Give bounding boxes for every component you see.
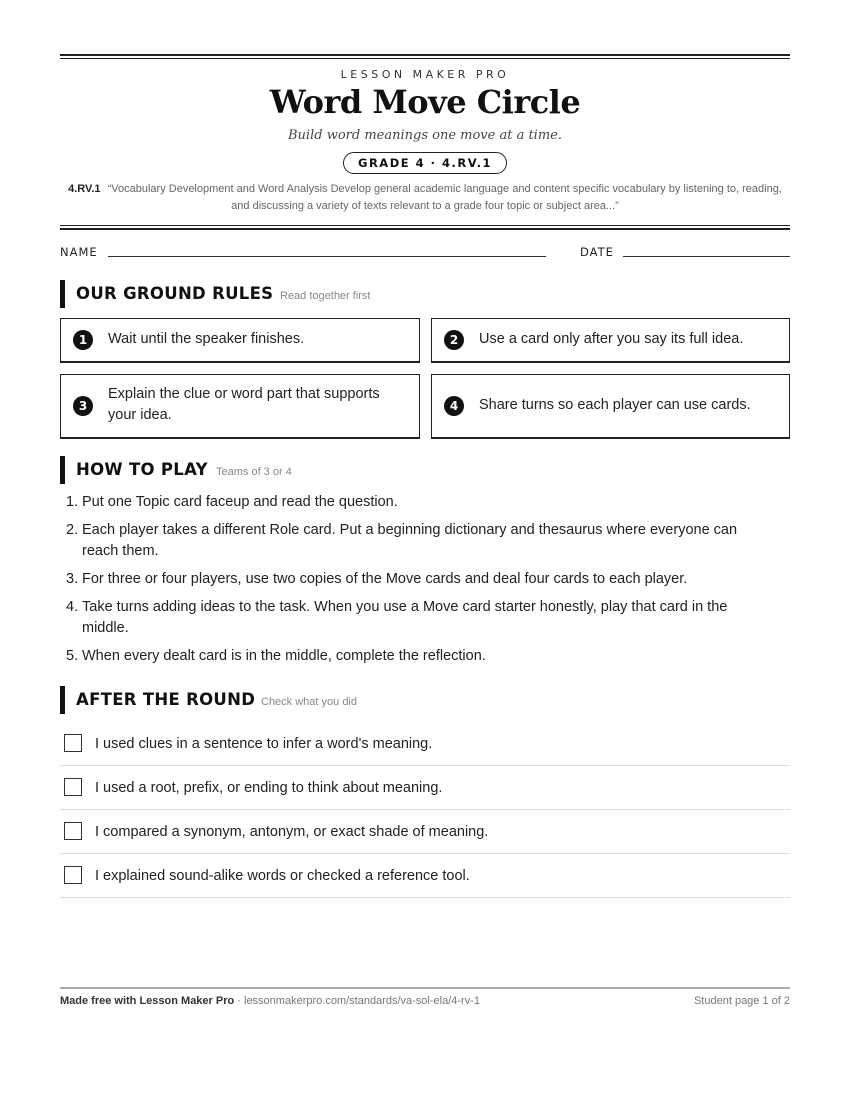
footer-made-with: Made free with Lesson Maker Pro bbox=[60, 995, 235, 1007]
step-text: Take turns adding ideas to the task. When you use a Move card starter honestly, play that card in the middle. bbox=[82, 599, 728, 636]
section-accent-bar bbox=[60, 280, 65, 308]
step-number: 1. bbox=[66, 494, 79, 510]
name-label: NAME bbox=[60, 245, 98, 259]
section-title: AFTER THE ROUND bbox=[76, 690, 256, 709]
header-bottom-rule bbox=[60, 225, 790, 226]
name-date-row bbox=[60, 245, 790, 261]
section-subtitle: Check what you did bbox=[261, 696, 357, 708]
rule-number-badge: 1 bbox=[73, 330, 93, 350]
checklist-label: I compared a synonym, antonym, or exact shade of meaning. bbox=[95, 824, 489, 840]
grade-badge: GRADE 4 · 4.RV.1 bbox=[343, 152, 507, 174]
checklist-item bbox=[60, 810, 790, 854]
ground-rule-card bbox=[60, 374, 420, 439]
date-field[interactable] bbox=[623, 256, 790, 257]
checkbox[interactable] bbox=[64, 778, 82, 796]
ground-rule-card bbox=[431, 318, 790, 363]
how-to-play-steps bbox=[60, 492, 790, 674]
rule-number-badge: 3 bbox=[73, 396, 93, 416]
section-accent-bar bbox=[60, 456, 65, 484]
step-number: 3. bbox=[66, 571, 79, 587]
checklist-item bbox=[60, 854, 790, 898]
header-bottom-rule-thick bbox=[60, 228, 790, 230]
date-label: DATE bbox=[580, 245, 614, 259]
standard-description bbox=[60, 181, 790, 215]
step-item bbox=[60, 597, 790, 639]
grade-badge-wrap bbox=[60, 152, 790, 174]
step-text: Each player takes a different Role card. Put a beginning dictionary and thesaurus where everyone can reach them. bbox=[82, 522, 738, 559]
checklist-item bbox=[60, 766, 790, 810]
checklist-label: I used a root, prefix, or ending to think about meaning. bbox=[95, 780, 443, 796]
step-text: For three or four players, use two copies of the Move cards and deal four cards to each player. bbox=[82, 571, 688, 587]
brand-name: LESSON MAKER PRO bbox=[340, 68, 510, 81]
step-text: Put one Topic card faceup and read the question. bbox=[82, 494, 398, 510]
step-text: When every dealt card is in the middle, complete the reflection. bbox=[82, 648, 486, 664]
step-item bbox=[60, 520, 790, 562]
footer-page-info: Student page 1 of 2 bbox=[693, 995, 790, 1007]
step-item bbox=[60, 646, 790, 667]
checklist-item bbox=[60, 722, 790, 766]
step-number: 4. bbox=[66, 599, 79, 615]
footer-url-link[interactable]: lessonmakerpro.com/standards/va-sol-ela/4-rv-1 bbox=[244, 995, 480, 1007]
section-accent-bar bbox=[60, 686, 65, 714]
step-item bbox=[60, 569, 790, 590]
standard-code: 4.RV.1 bbox=[68, 183, 101, 195]
section-subtitle: Teams of 3 or 4 bbox=[216, 466, 292, 478]
page-title: Word Move Circle bbox=[269, 83, 581, 121]
name-field[interactable] bbox=[108, 256, 546, 257]
footer-rule bbox=[60, 987, 790, 989]
rule-text: Use a card only after you say its full idea. bbox=[479, 331, 744, 347]
how-to-play-header bbox=[60, 456, 790, 484]
ground-rule-card bbox=[60, 318, 420, 363]
standard-text: “Vocabulary Development and Word Analysis Develop general academic language and content specific vocabulary by listening to, reading, and discussing a variety of texts relevant to a grade four topic or subject area...” bbox=[107, 183, 782, 212]
footer-credit bbox=[60, 995, 480, 1007]
checklist-label: I explained sound-alike words or checked a reference tool. bbox=[95, 868, 470, 884]
step-number: 2. bbox=[66, 522, 79, 538]
ground-rule-card bbox=[431, 374, 790, 439]
rule-text: Wait until the speaker finishes. bbox=[108, 331, 305, 347]
reflection-checklist bbox=[60, 722, 790, 898]
step-number: 5. bbox=[66, 648, 79, 664]
step-item bbox=[60, 492, 790, 513]
after-round-header bbox=[60, 686, 790, 714]
checklist-label: I used clues in a sentence to infer a word's meaning. bbox=[95, 736, 433, 752]
section-subtitle: Read together first bbox=[280, 290, 371, 302]
top-double-rule bbox=[60, 54, 790, 59]
section-title: OUR GROUND RULES bbox=[76, 284, 274, 303]
checkbox[interactable] bbox=[64, 822, 82, 840]
checkbox[interactable] bbox=[64, 734, 82, 752]
rule-text: Explain the clue or word part that supports your idea. bbox=[108, 386, 380, 423]
rule-text: Share turns so each player can use cards. bbox=[479, 397, 751, 413]
page-subtitle: Build word meanings one move at a time. bbox=[288, 128, 562, 143]
rule-number-badge: 2 bbox=[444, 330, 464, 350]
rule-number-badge: 4 bbox=[444, 396, 464, 416]
footer-separator: · bbox=[234, 995, 244, 1007]
ground-rules-header bbox=[60, 280, 790, 308]
section-title: HOW TO PLAY bbox=[76, 460, 208, 479]
checkbox[interactable] bbox=[64, 866, 82, 884]
